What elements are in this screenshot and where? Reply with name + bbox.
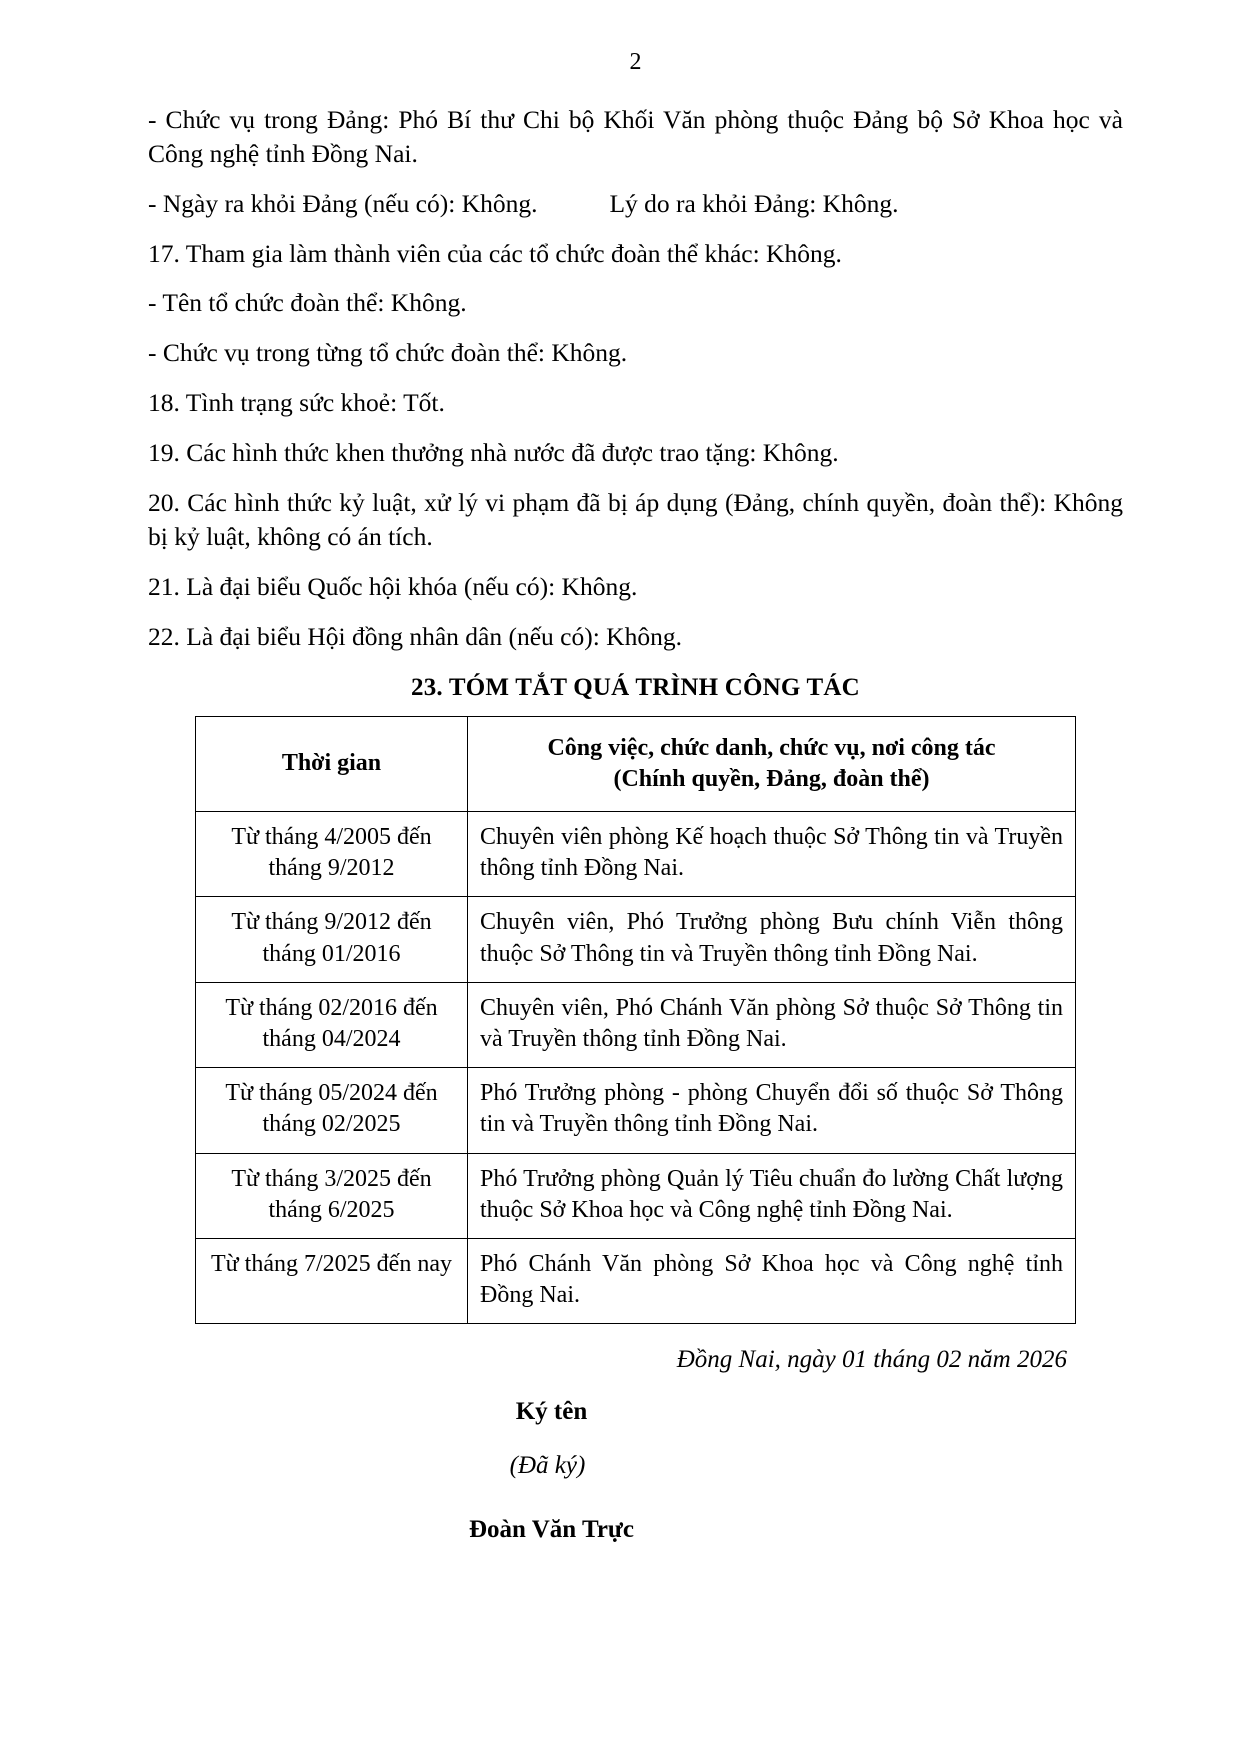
signature-title: Ký tên [515, 1398, 588, 1426]
career-history-table [195, 716, 1076, 1325]
cell-work: Phó Trưởng phòng - phòng Chuyển đổi số thuộc Sở Thông tin và Truyền thông tỉnh Đồng Nai. [468, 1068, 1076, 1153]
table-header-time: Thời gian [196, 716, 468, 811]
cell-time: Từ tháng 7/2025 đến nay [196, 1238, 468, 1323]
page-number: 2 [629, 49, 642, 75]
paragraph-item-22: 22. Là đại biểu Hội đồng nhân dân (nếu có): Không. [148, 621, 682, 651]
cell-work: Phó Chánh Văn phòng Sở Khoa học và Công nghệ tỉnh Đồng Nai. [468, 1238, 1076, 1323]
paragraph-party-position: - Chức vụ trong Đảng: Phó Bí thư Chi bộ Khối Văn phòng thuộc Đảng bộ Sở Khoa học và Công nghệ tỉnh Đồng Nai. [148, 104, 1123, 168]
cell-time: Từ tháng 9/2012 đến tháng 01/2016 [196, 897, 468, 982]
table-row [196, 812, 1076, 897]
party-exit-date: - Ngày ra khỏi Đảng (nếu có): Không. [148, 188, 538, 218]
table-header-work [468, 716, 1076, 811]
table-row [196, 1153, 1076, 1238]
paragraph-item-20: 20. Các hình thức kỷ luật, xử lý vi phạm đã bị áp dụng (Đảng, chính quyền, đoàn thể): Không bị kỷ luật, không có án tích. [148, 488, 1123, 551]
cell-time: Từ tháng 4/2005 đến tháng 9/2012 [196, 812, 468, 897]
table-row [196, 1068, 1076, 1153]
cell-work: Chuyên viên, Phó Chánh Văn phòng Sở thuộc Sở Thông tin và Truyền thông tỉnh Đồng Nai. [468, 982, 1076, 1067]
cell-time: Từ tháng 02/2016 đến tháng 04/2024 [196, 982, 468, 1067]
table-header-work-line1: Công việc, chức danh, chức vụ, nơi công tác [547, 734, 996, 761]
paragraph-item-21: 21. Là đại biểu Quốc hội khóa (nếu có): Không. [148, 571, 638, 601]
cell-work: Phó Trưởng phòng Quản lý Tiêu chuẩn đo lường Chất lượng thuộc Sở Khoa học và Công nghệ tỉnh Đồng Nai. [468, 1153, 1076, 1238]
paragraph-org-position: - Chức vụ trong từng tổ chức đoàn thể: Không. [148, 338, 628, 368]
table-row [196, 1238, 1076, 1323]
party-exit-reason: Lý do ra khỏi Đảng: Không. [609, 188, 899, 218]
paragraph-party-exit [148, 187, 1123, 221]
paragraph-item-18: 18. Tình trạng sức khoẻ: Tốt. [148, 388, 445, 418]
table-row [196, 897, 1076, 982]
signature-note: (Đã ký) [509, 1452, 586, 1480]
table-row [196, 982, 1076, 1067]
signature-block [148, 1346, 1123, 1544]
cell-time: Từ tháng 3/2025 đến tháng 6/2025 [196, 1153, 468, 1238]
paragraph-item-19: 19. Các hình thức khen thưởng nhà nước đã được trao tặng: Không. [148, 438, 839, 468]
cell-work: Chuyên viên, Phó Trưởng phòng Bưu chính Viễn thông thuộc Sở Thông tin và Truyền thông tỉnh Đồng Nai. [468, 897, 1076, 982]
signature-name: Đoàn Văn Trực [468, 1516, 635, 1544]
paragraph-item-17: 17. Tham gia làm thành viên của các tổ chức đoàn thể khác: Không. [148, 238, 842, 268]
signature-place-date: Đồng Nai, ngày 01 tháng 02 năm 2026 [676, 1346, 1067, 1374]
cell-time: Từ tháng 05/2024 đến tháng 02/2025 [196, 1068, 468, 1153]
table-header-row [196, 716, 1076, 811]
table-header-work-line2: (Chính quyền, Đảng, đoàn thể) [613, 765, 930, 792]
paragraph-org-name: - Tên tổ chức đoàn thể: Không. [148, 288, 467, 318]
section-title-career-summary: 23. TÓM TẮT QUÁ TRÌNH CÔNG TÁC [411, 673, 860, 701]
cell-work: Chuyên viên phòng Kế hoạch thuộc Sở Thông tin và Truyền thông tỉnh Đồng Nai. [468, 812, 1076, 897]
